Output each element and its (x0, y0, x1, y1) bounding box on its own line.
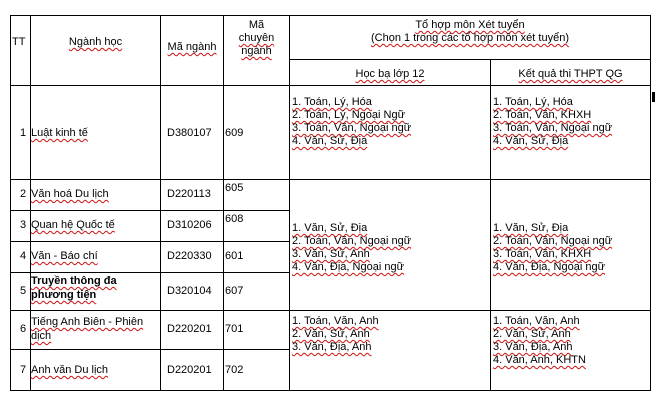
row-6-tt: 6 (20, 323, 27, 335)
table-border-left (10, 15, 11, 391)
list-item: 1. Toán, Lý, Hóa (292, 96, 372, 108)
group-3-transcript-list (292, 315, 379, 354)
list-item: 1. Toán, Văn, Anh (493, 315, 580, 327)
list-item: 4. Văn, Địa, Ngoại ngữ (493, 261, 605, 273)
list-item: 2. Toán, Văn, KHXH (493, 109, 592, 121)
list-item: 2. Văn, Sử, Anh (493, 328, 571, 340)
list-item: 4. Văn, Sử, Địa (292, 135, 368, 147)
row-5-name-line-2: phương tiện (31, 289, 97, 301)
row-2-name: Văn hoá Du lịch (31, 188, 109, 200)
row-2-spec: 605 (225, 182, 244, 194)
header-major: Ngành học (68, 36, 123, 48)
list-item: 1. Văn, Sử, Địa (292, 222, 368, 234)
table-border-right (650, 15, 651, 391)
row-2-tt: 2 (20, 188, 27, 200)
row-1-name: Luật kinh tế (31, 127, 88, 139)
header-spec-line-2: chuyên (238, 32, 275, 44)
row-5-code: D320104 (167, 285, 212, 297)
list-item: 1. Toán, Văn, Anh (292, 315, 379, 327)
list-item: 2. Toán, Lý, Ngoại Ngữ (292, 109, 405, 121)
header-code: Mã ngành (167, 41, 217, 53)
group-2-exam-list (493, 222, 612, 274)
row-3-bottom-line (10, 241, 289, 242)
row-1-spec: 609 (225, 127, 244, 139)
header-combo-subtitle: (Chọn 1 trong các tổ hợp môn xét tuyển) (371, 32, 569, 44)
row-1-code: D380107 (167, 127, 212, 139)
row-4-bottom-line (10, 272, 289, 273)
group-1-transcript-list (292, 96, 411, 148)
row-1-tt: 1 (20, 127, 27, 139)
table-border-top (10, 15, 650, 16)
row-7-tt: 7 (20, 364, 27, 376)
col-divider-major (160, 15, 161, 391)
list-item: 4. Văn, Địa, Ngoại ngữ (292, 261, 404, 273)
row-3-spec: 608 (225, 213, 244, 225)
table-border-bottom (10, 390, 650, 391)
header-sub-divider (289, 59, 650, 60)
col-divider-transcript (490, 59, 491, 391)
list-item: 4. Văn, Sử, Địa (493, 135, 569, 147)
group-2-transcript-list (292, 222, 411, 274)
row-4-code: D220330 (167, 250, 212, 262)
header-tt: TT (12, 36, 26, 48)
row-3-name: Quan hệ Quốc tế (31, 219, 115, 231)
list-item: 3. Văn, Sử, Anh (292, 248, 370, 260)
list-item: 2. Toán, Văn, Ngoại ngữ (493, 235, 613, 247)
row-5-spec: 607 (225, 285, 244, 297)
list-item: 3. Toán, Văn, KHXH (493, 248, 592, 260)
row-7-spec: 702 (225, 364, 244, 376)
list-item: 3. Văn, Địa, Anh (292, 341, 372, 353)
row-4-tt: 4 (20, 250, 27, 262)
list-item: 3. Văn, Địa, Anh (493, 341, 573, 353)
text-cursor (652, 92, 655, 102)
row-5-tt: 5 (20, 285, 27, 297)
row-2-bottom-line (10, 210, 289, 211)
header-transcript: Học bạ lớp 12 (355, 68, 425, 80)
list-item: 3. Toán, Văn, Ngoại ngữ (292, 122, 412, 134)
row-5-bottom-line (10, 310, 650, 311)
row-7-name: Anh văn Du lịch (31, 364, 109, 376)
list-item: 2. Toán, Văn, Ngoại ngữ (292, 235, 412, 247)
group-1-exam-list (493, 96, 612, 148)
header-spec-line-1: Mã (248, 19, 265, 31)
header-combo-title: Tổ hợp môn Xét tuyển (415, 19, 525, 31)
row-1-bottom-line (10, 179, 650, 180)
row-6-name-line-1: Tiếng Anh Biên - Phiên (31, 316, 144, 328)
row-6-bottom-line (10, 349, 289, 350)
row-4-name: Văn - Báo chí (31, 250, 98, 262)
list-item: 3. Toán, Văn, Ngoại ngữ (493, 122, 613, 134)
header-spec-line-3: ngành (241, 45, 272, 57)
row-6-spec: 701 (225, 323, 244, 335)
row-3-code: D310206 (167, 219, 212, 231)
row-5-name-line-1: Truyền thông đa (31, 275, 117, 287)
list-item: 2. Văn, Sử, Anh (292, 328, 370, 340)
row-3-tt: 3 (20, 219, 27, 231)
header-bottom-line (10, 85, 650, 86)
row-2-code: D220113 (167, 188, 211, 200)
row-4-spec: 601 (225, 250, 244, 262)
row-6-code: D220201 (167, 323, 212, 335)
row-7-code: D220201 (167, 364, 212, 376)
header-exam: Kết quả thi THPT QG (518, 68, 623, 80)
group-3-exam-list (493, 315, 586, 367)
col-divider-code (223, 15, 224, 391)
row-6-name-line-2: dịch (31, 330, 52, 342)
list-item: 4. Văn, Anh, KHTN (493, 354, 586, 366)
list-item: 1. Toán, Lý, Hóa (493, 96, 573, 108)
list-item: 1. Văn, Sử, Địa (493, 222, 569, 234)
